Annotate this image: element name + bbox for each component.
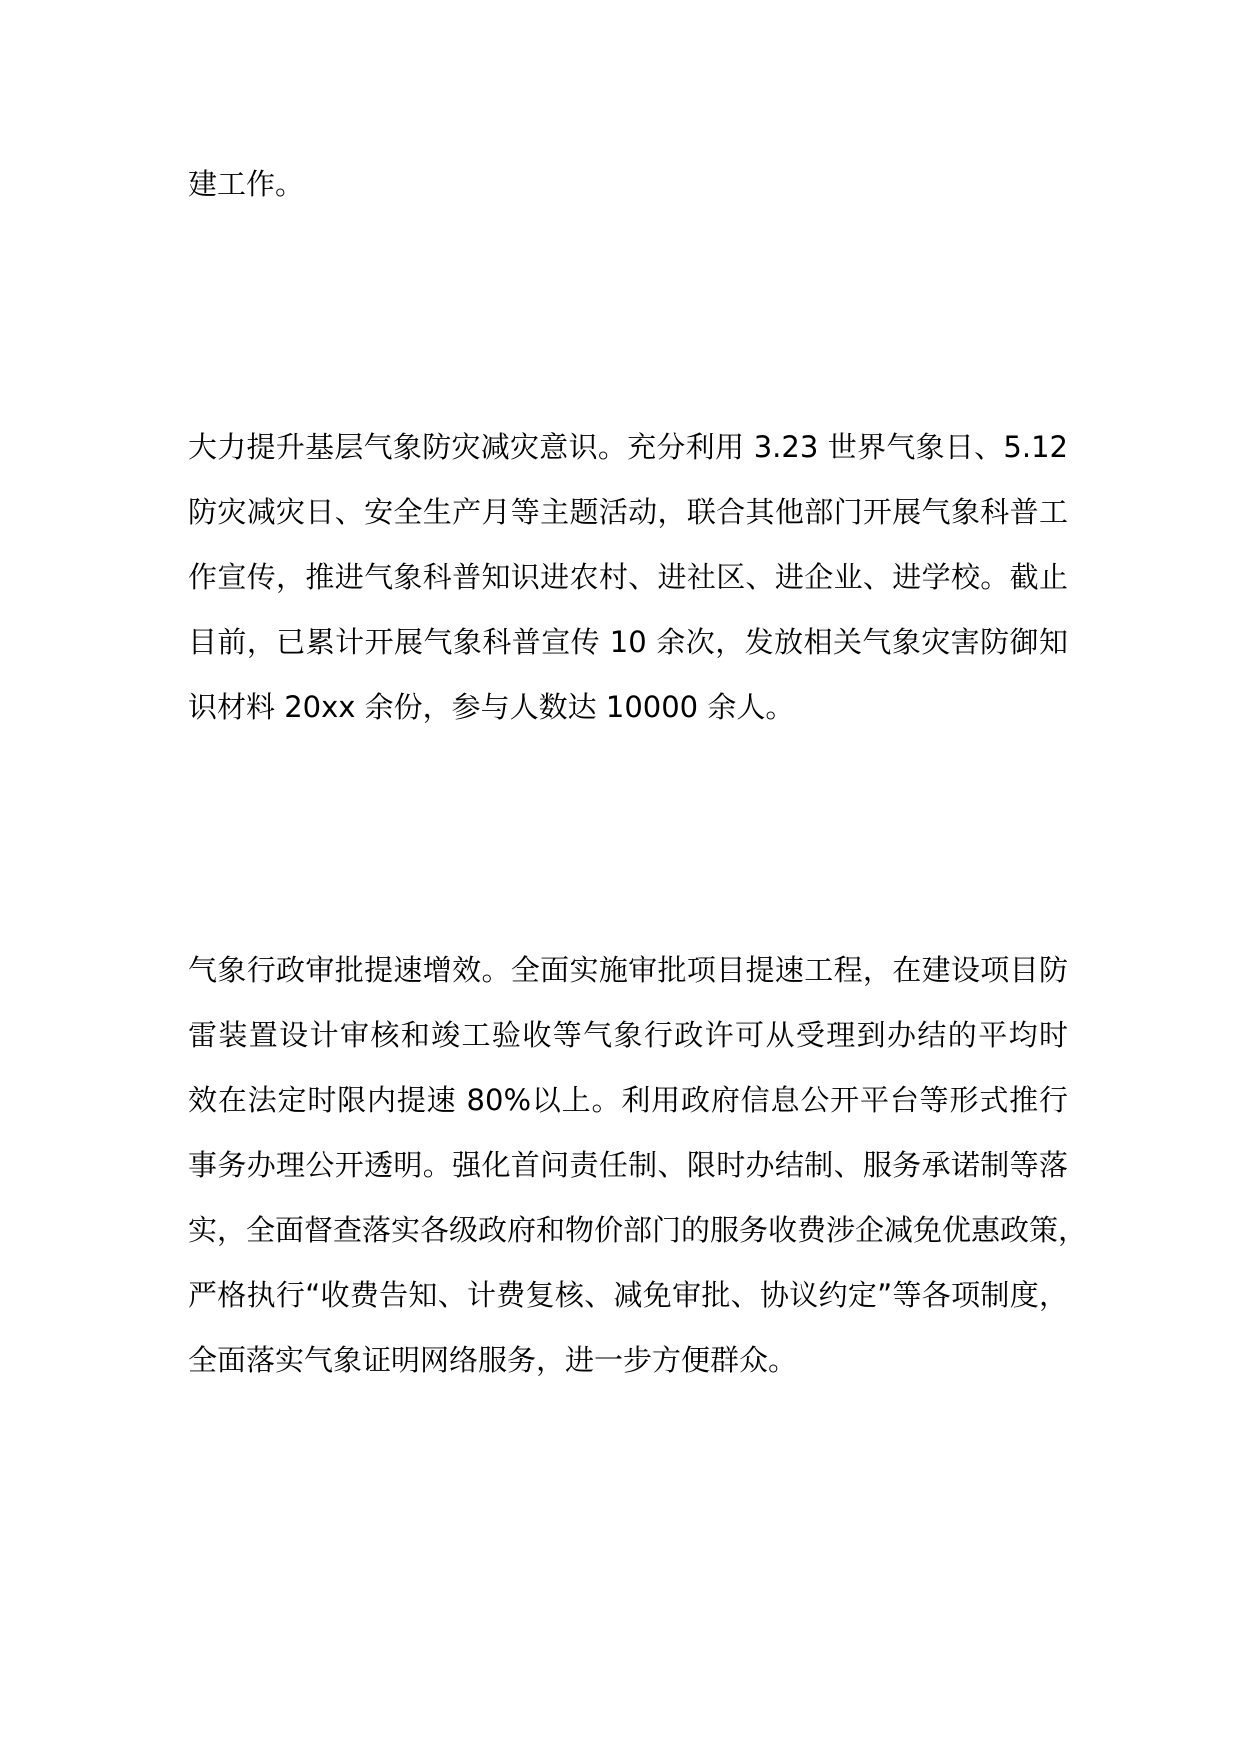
paragraph-administrative-approval (188, 938, 1088, 1393)
text-line: 作宣传，推进气象科普知识进农村、进社区、进企业、进学校。截止 (188, 560, 1068, 594)
paragraph-disaster-awareness (188, 415, 1068, 740)
text-line: 雷装置设计审核和竣工验收等气象行政许可从受理到办结的平均时 (188, 1018, 1068, 1052)
text-line: 效在法定时限内提速 80%以上。利用政府信息公开平台等形式推行 (188, 1083, 1068, 1117)
text-line: 全面落实气象证明网络服务，进一步方便群众。 (188, 1343, 798, 1377)
text-line: 事务办理公开透明。强化首问责任制、限时办结制、服务承诺制等落 (188, 1148, 1068, 1182)
text-line: 防灾减灾日、安全生产月等主题活动，联合其他部门开展气象科普工 (188, 495, 1068, 529)
text-line: 目前，已累计开展气象科普宣传 10 余次，发放相关气象灾害防御知 (188, 625, 1068, 659)
text-line: 严格执行“收费告知、计费复核、减免审批、协议约定”等各项制度， (188, 1278, 1068, 1312)
paragraph-fragment (188, 152, 1068, 217)
text-line: 建工作。 (188, 167, 305, 201)
text-line: 大力提升基层气象防灾减灾意识。充分利用 3.23 世界气象日、5.12 (188, 430, 1068, 464)
text-line: 实，全面督查落实各级政府和物价部门的服务收费涉企减免优惠政策， (188, 1213, 1088, 1247)
text-line: 识材料 20xx 余份，参与人数达 10000 余人。 (188, 690, 795, 724)
text-line: 气象行政审批提速增效。全面实施审批项目提速工程，在建设项目防 (188, 953, 1068, 987)
